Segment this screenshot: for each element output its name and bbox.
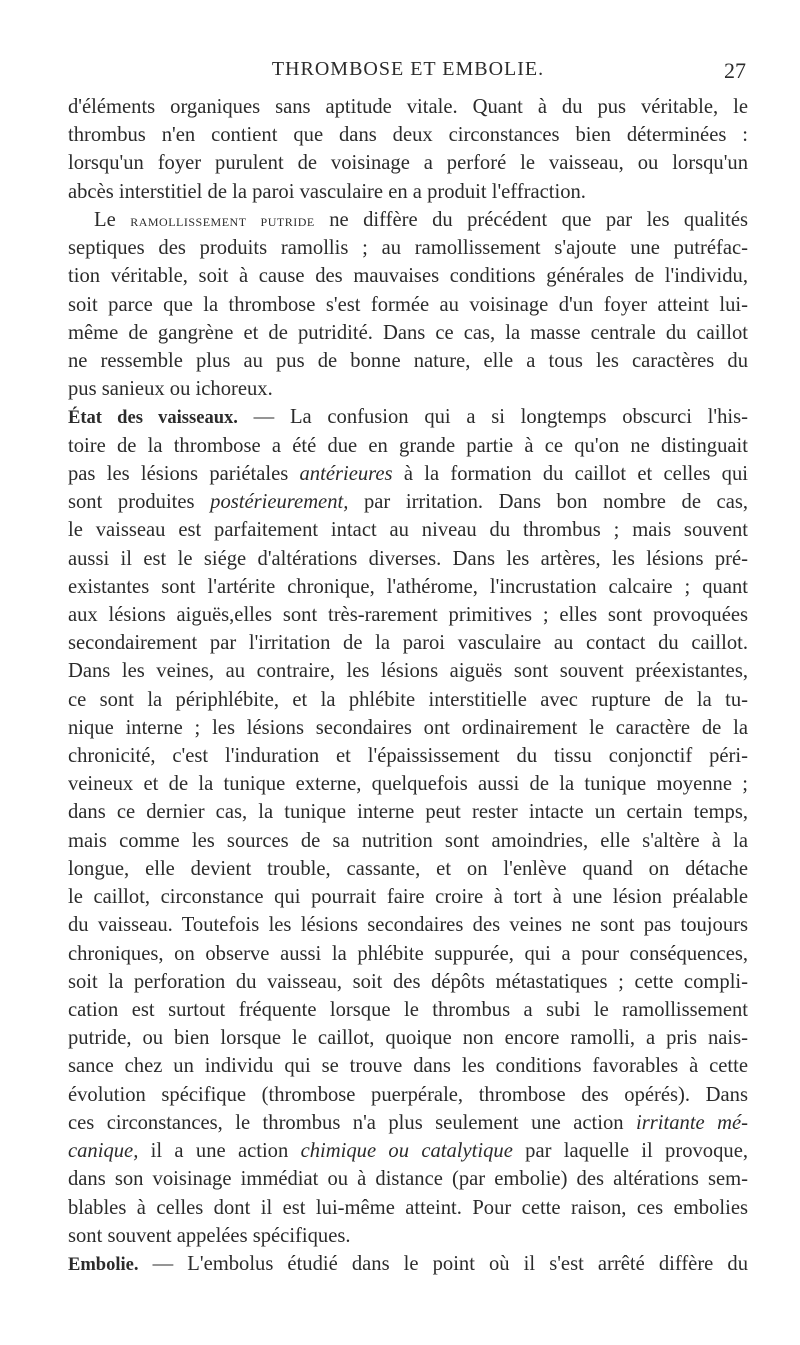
text-line: putride, ou bien lorsque le caillot, quoique non encore ramolli, a pris nais-: [68, 1027, 748, 1050]
text-line: mais comme les sources de sa nutrition sont amoindries, elle s'altère à la: [68, 829, 748, 852]
text-fragment: pas les lésions pariétales: [68, 462, 300, 485]
text-line: aux lésions aiguës,elles sont très-rarement primitives ; elles sont provoquées: [68, 603, 748, 626]
text-line: le vaisseau est parfaitement intact au niveau du thrombus ; mais souvent: [68, 519, 748, 542]
text-line: tion véritable, soit à cause des mauvaises conditions générales de l'individu,: [68, 265, 748, 288]
text-fragment: — La confusion qui a si longtemps obscurci l'his-: [237, 406, 748, 429]
text-line: même de gangrène et de putridité. Dans ce cas, la masse centrale du caillot: [68, 321, 748, 344]
text-fragment: il a une action: [138, 1140, 301, 1163]
section-lead-line: [68, 403, 748, 431]
text-line: soit la perforation du vaisseau, soit des dépôts métastatiques ; cette compli-: [68, 970, 748, 993]
text-line: [68, 488, 748, 516]
text-line: dans son voisinage immédiat ou à distance (par embolie) des altérations sem-: [68, 1168, 748, 1191]
text-line: blables à celles dont il est lui-même atteint. Pour cette raison, ces embolies: [68, 1196, 748, 1219]
text-line: ce sont la périphlébite, et la phlébite interstitielle avec rupture de la tu-: [68, 688, 748, 711]
text-line: cation est surtout fréquente lorsque le thrombus a subi le ramollissement: [68, 999, 748, 1021]
text-line: ne ressemble plus au pus de bonne nature, elle a tous les caractères du: [68, 349, 748, 372]
text-line: lorsqu'un foyer purulent de voisinage a perforé le vaisseau, ou lorsqu'un: [68, 152, 748, 175]
italic-term: canique,: [68, 1140, 139, 1163]
paragraph-lead-line: [68, 206, 748, 234]
text-line: [68, 1137, 748, 1165]
text-fragment: ces circonstances, le thrombus n'a plus seulement une action: [68, 1111, 637, 1134]
text-fragment: par laquelle il provoque,: [512, 1140, 748, 1163]
text-line: du vaisseau. Toutefois les lésions secondaires des veines ne sont pas toujours: [68, 914, 748, 937]
text-line: abcès interstitiel de la paroi vasculaire en a produit l'effraction.: [68, 180, 586, 203]
running-title: THROMBOSE ET EMBOLIE.: [271, 58, 545, 80]
text-fragment: Le: [94, 208, 131, 231]
italic-term: postérieurement,: [210, 491, 349, 514]
text-fragment: — L'embolus étudié dans le point où il s'est arrêté diffère du: [138, 1252, 748, 1275]
text-line: aussi il est le siége d'altérations diverses. Dans les artères, les lésions pré-: [68, 547, 748, 570]
text-line: évolution spécifique (thrombose puerpérale, thrombose des opérés). Dans: [68, 1083, 748, 1106]
section-heading-etat-des-vaisseaux: État des vaisseaux.: [68, 407, 238, 429]
text-line: soit parce que la thrombose s'est formée au voisinage d'un foyer atteint lui-: [68, 293, 748, 316]
text-line: thrombus n'en contient que dans deux circonstances bien déterminées :: [68, 124, 748, 147]
text-line: d'éléments organiques sans aptitude vitale. Quant à du pus véritable, le: [68, 96, 748, 118]
body-text: [68, 93, 748, 1278]
text-fragment: sont produites: [68, 491, 211, 514]
text-line: existantes sont l'artérite chronique, l'athérome, l'incrustation calcaire ; quant: [68, 575, 748, 598]
italic-term: antérieures: [299, 462, 393, 485]
text-fragment: à la formation du caillot et celles qui: [392, 462, 748, 485]
text-line: secondairement par l'irritation de la paroi vasculaire au contact du caillot.: [68, 632, 748, 655]
text-line: septiques des produits ramollis ; au ramollissement s'ajoute une putréfac-: [68, 237, 748, 260]
italic-term: irritante mé-: [636, 1111, 748, 1134]
page-number: 27: [724, 58, 746, 83]
text-line: chronicité, c'est l'induration et l'épaississement du tissu conjonctif péri-: [68, 745, 748, 768]
text-line: sance chez un individu qui se trouve dans les conditions favorables à cette: [68, 1055, 748, 1078]
text-fragment: par irritation. Dans bon nombre de cas,: [348, 491, 748, 514]
text-line: nique interne ; les lésions secondaires ont ordinairement le caractère de la: [68, 716, 748, 739]
section-lead-line: [68, 1250, 748, 1278]
text-line: sont souvent appelées spécifiques.: [68, 1224, 351, 1247]
page-header: [68, 58, 748, 94]
text-line: [68, 460, 748, 488]
text-line: le caillot, circonstance qui pourrait faire croire à tort à une lésion préalable: [68, 886, 748, 909]
text-line: [68, 1109, 748, 1137]
text-line: dans ce dernier cas, la tunique interne peut rester intacte un certain temps,: [68, 801, 748, 824]
section-heading-embolie: Embolie.: [68, 1253, 139, 1275]
term-ramollissement-putride: ramollissement putride: [130, 210, 315, 230]
italic-term: chimique ou catalytique: [300, 1140, 513, 1163]
text-line: longue, elle devient trouble, cassante, et on l'enlève quand on détache: [68, 857, 748, 880]
text-line: Dans les veines, au contraire, les lésions aiguës sont souvent préexistantes,: [68, 660, 748, 683]
text-fragment: ne diffère du précédent que par les qualités: [314, 208, 748, 231]
text-line: veineux et de la tunique externe, quelquefois aussi de la tunique moyenne ;: [68, 773, 748, 796]
text-line: pus sanieux ou ichoreux.: [68, 378, 273, 401]
text-line: chroniques, on observe aussi la phlébite suppurée, qui a pour conséquences,: [68, 942, 748, 965]
text-line: toire de la thrombose a été due en grande partie à ce qu'on ne distinguait: [68, 434, 748, 457]
